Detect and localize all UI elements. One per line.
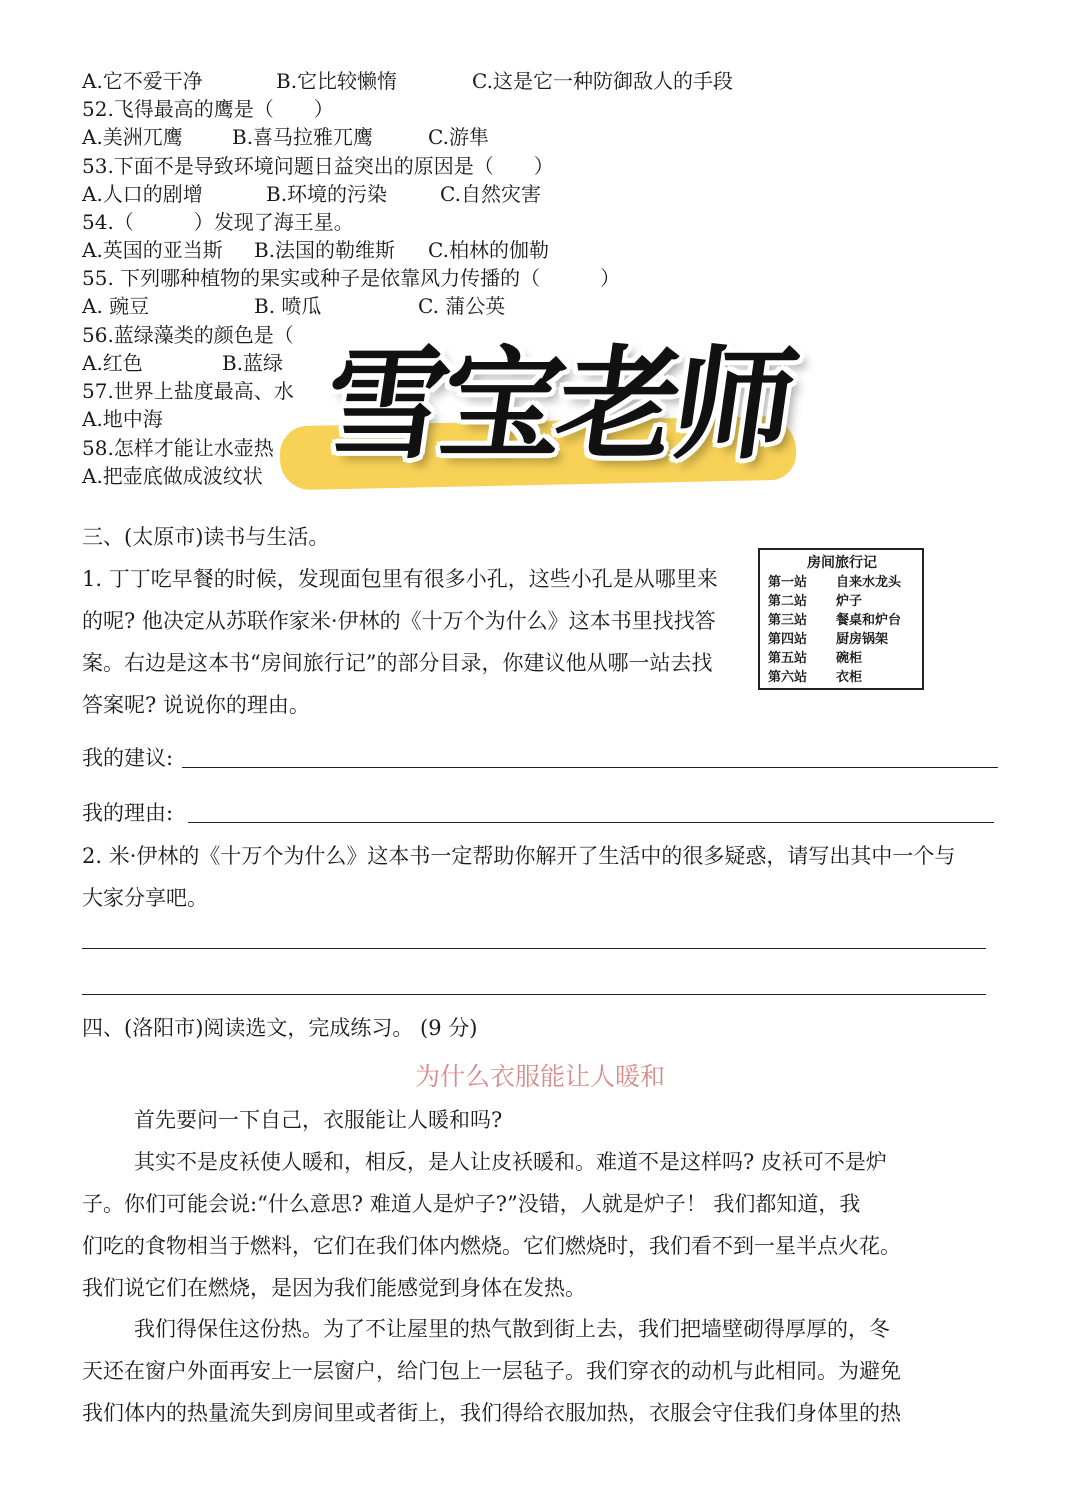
option-c: C.游隼	[428, 125, 489, 149]
question-58-stem: 58.怎样才能让水壶热	[82, 436, 274, 460]
option-b: B.环境的污染	[266, 182, 388, 206]
paragraph-line: 我们得保住这份热。为了不让屋里的热气散到街上去，我们把墙壁砌得厚厚的，冬	[134, 1317, 890, 1341]
option-c: C. 蒲公英	[418, 294, 506, 318]
catalog-row: 第一站 自来水龙头	[768, 575, 902, 590]
option-a: A.人口的剧增	[82, 182, 203, 206]
section-3-heading: 三、(太原市)读书与生活。	[82, 525, 330, 549]
catalog-title: 房间旅行记	[807, 555, 877, 571]
article-paragraph-3	[82, 1308, 992, 1434]
q1-line: 的呢? 他决定从苏联作家米·伊林的《十万个为什么》这本书里找找答	[82, 609, 716, 633]
q1-line: 案。右边是这本书“房间旅行记”的部分目录，你建议他从哪一站去找	[82, 651, 713, 675]
paragraph-line: 首先要问一下自己，衣服能让人暖和吗?	[134, 1108, 503, 1132]
catalog-row: 第四站 厨房锅架	[768, 632, 889, 647]
option-a: A.英国的亚当斯	[82, 238, 223, 262]
option-b: B.它比较懒惰	[276, 69, 398, 93]
q2-line: 大家分享吧。	[82, 886, 208, 910]
watermark-text: 雪宝老师	[316, 334, 800, 476]
catalog-row: 第二站 炉子	[768, 594, 863, 609]
paragraph-line: 天还在窗户外面再安上一层窗户，给门包上一层毡子。我们穿衣的动机与此相同。为避免	[82, 1359, 901, 1383]
question-52-stem: 52.飞得最高的鹰是（ ）	[82, 97, 334, 121]
question-56-stem: 56.蓝绿藻类的颜色是（	[82, 323, 294, 347]
share-answer-line-2[interactable]	[82, 994, 986, 995]
catalog-box	[758, 548, 924, 690]
option-c: C.自然灾害	[440, 182, 541, 206]
section-3-q1	[82, 558, 718, 726]
catalog-row: 第三站 餐桌和炉台	[768, 613, 902, 628]
option-a: A. 豌豆	[82, 294, 150, 318]
reason-label: 我的理由:	[82, 801, 174, 825]
article-paragraph-1	[82, 1099, 992, 1141]
article-paragraph-2	[82, 1141, 992, 1309]
paragraph-line: 我们说它们在燃烧，是因为我们能感觉到身体在发热。	[82, 1276, 586, 1300]
option-a: A.地中海	[82, 407, 163, 431]
section-4-heading: 四、(洛阳市)阅读选文，完成练习。 (9 分)	[82, 1016, 478, 1040]
suggestion-label: 我的建议:	[82, 746, 174, 770]
paragraph-line: 我们体内的热量流失到房间里或者街上，我们得给衣服加热，衣服会守住我们身体里的热	[82, 1401, 901, 1425]
option-a: A.美洲兀鹰	[82, 125, 183, 149]
paragraph-line: 子。你们可能会说:“什么意思? 难道人是炉子?”没错，人就是炉子！ 我们都知道，我	[82, 1192, 861, 1216]
paragraph-line: 其实不是皮袄使人暖和，相反，是人让皮袄暖和。难道不是这样吗? 皮袄可不是炉	[134, 1150, 887, 1174]
reason-answer-line[interactable]	[188, 822, 994, 823]
option-b: B.法国的勒维斯	[254, 238, 396, 262]
q1-line: 答案呢? 说说你的理由。	[82, 693, 310, 717]
section-3-q2	[82, 835, 955, 919]
question-55-stem: 55. 下列哪种植物的果实或种子是依靠风力传播的（ ）	[82, 266, 621, 290]
paragraph-line: 们吃的食物相当于燃料，它们在我们体内燃烧。它们燃烧时，我们看不到一星半点火花。	[82, 1234, 901, 1258]
teacher-watermark	[278, 325, 838, 495]
option-a: A.它不爱干净	[82, 69, 203, 93]
suggestion-answer-line[interactable]	[182, 767, 998, 768]
share-answer-line-1[interactable]	[82, 948, 986, 949]
option-b: B.蓝绿	[222, 351, 284, 375]
catalog-row: 第六站 衣柜	[768, 670, 863, 685]
option-c: C.这是它一种防御敌人的手段	[472, 69, 733, 93]
question-57-stem: 57.世界上盐度最高、水	[82, 379, 294, 403]
q1-line: 1. 丁丁吃早餐的时候，发现面包里有很多小孔，这些小孔是从哪里来	[82, 567, 718, 591]
option-b: B. 喷瓜	[254, 294, 322, 318]
question-54-stem: 54.（ ）发现了海王星。	[82, 210, 354, 234]
option-b: B.喜马拉雅兀鹰	[232, 125, 374, 149]
q2-line: 2. 米·伊林的《十万个为什么》这本书一定帮助你解开了生活中的很多疑惑，请写出其中一个与	[82, 844, 956, 868]
catalog-row: 第五站 碗柜	[768, 651, 863, 666]
option-a: A.把壶底做成波纹状	[82, 464, 263, 488]
article-title: 为什么衣服能让人暖和	[414, 1062, 665, 1091]
option-a: A.红色	[82, 351, 143, 375]
question-53-stem: 53.下面不是导致环境问题日益突出的原因是（ ）	[82, 154, 554, 178]
option-c: C.柏林的伽勒	[428, 238, 549, 262]
